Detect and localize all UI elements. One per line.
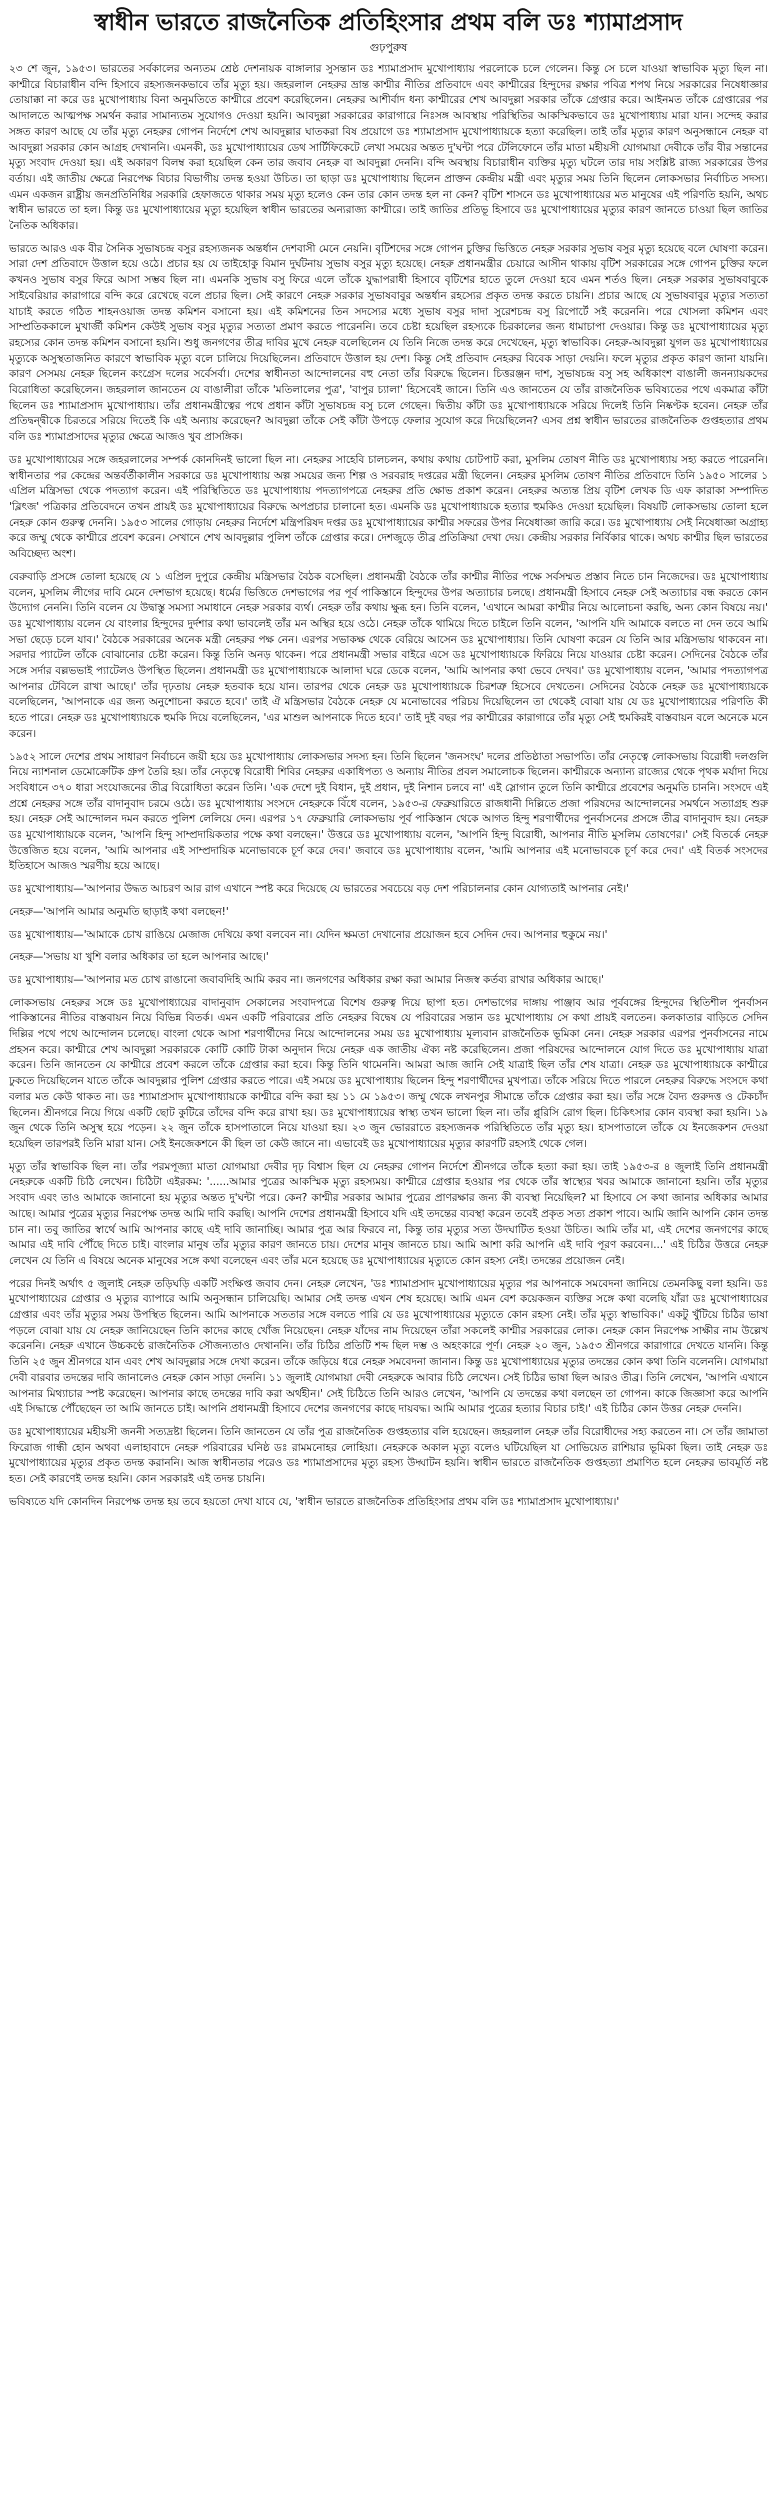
- article-author: গুঢ়পুরুষ: [369, 41, 408, 54]
- article-paragraph: ১৯৫২ সালে দেশের প্রথম সাধারণ নির্বাচনে জয়ী হয়ে ডঃ মুখোপাধ্যায় লোকসভার সদস্য হন। তিনি ছিলেন 'জনসংঘ' দলের প্রতিষ্ঠাতা সভাপতি। তাঁর নেতৃত্বে লোকসভায় বিরোধী দলগুলি নিয়ে ন্যাশনাল ডেমোক্রেটিক গ্রুপ তৈরি হয়। তাঁর নেতৃত্বে বিরোধী শিবির নেহরুর একাধিপত্য ও অন্যায় নীতির প্রবল সমালোচক ছিলেন। কাশ্মীরকে অন্যান্য রাজ্যের থেকে পৃথক মর্যাদা দিয়ে সংবিধানে ৩৭০ ধারা সংযোজনের তীব্র বিরোধিতা করেন তিনি। 'এক দেশে দুই বিধান, দুই প্রধান, দুই নিশান চলবে না' এই স্লোগান তুলে তিনি কাশ্মীরে প্রবেশের অনুমতি চাননি। সংসদে এই প্রশ্নে নেহরুর সঙ্গে তাঁর বাদানুবাদ চরমে ওঠে। ডঃ মুখোপাধ্যায় সংসদে নেহরুকে বিঁধে বলেন, ১৯৫৩-র ফেব্রুয়ারিতে রাজধানী দিল্লিতে প্রজা পরিষদের আন্দোলনের সমর্থনে সত্যাগ্রহ শুরু হয়। নেহরু সেই আন্দোলন দমন করতে পুলিশ লেলিয়ে দেন। এরপর ১৭ ফেব্রুয়ারি লোকসভায় পূর্ব পাকিস্তান থেকে আগত হিন্দু শরণার্থীদের পুনর্বাসনের প্রসঙ্গে তীব্র বাদানুবাদ হয়। নেহরু ডঃ মুখোপাধ্যায়কে বলেন, 'আপনি হিন্দু সাম্প্রদায়িকতার পক্ষে কথা বলছেন।' উত্তরে ডঃ মুখোপাধ্যায় বলেন, 'আপনি হিন্দু বিরোধী, আপনার নীতি মুসলিম তোষণের।' সেই বিতর্কে নেহরু উত্তেজিত হয়ে বলেন, 'আমি আপনার এই সাম্প্রদায়িক মনোভাবকে চূর্ণ করে দেব।' জবাবে ডঃ মুখোপাধ্যায় বলেন, 'আমি আপনার এই মনোভাবকে চূর্ণ করে দেব।' এই বিতর্ক সংসদের ইতিহাসে আজও স্মরণীয় হয়ে আছে।: [9, 750, 768, 873]
- dialogue-line: নেহরু—'আপনি আমার অনুমতি ছাড়াই কথা বলছেন!': [9, 905, 229, 918]
- article-paragraph: ভারতে আরও এক বীর সৈনিক সুভাষচন্দ্র বসুর রহস্যজনক অন্তর্ধান দেশবাসী মেনে নেয়নি। বৃটিশদের সঙ্গে গোপন চুক্তির ভিত্তিতে নেহরু সরকার সুভাষ বসুর মৃত্যু হয়েছে বলে ঘোষণা করেন। সারা দেশ প্রতিবাদে উত্তাল হয়ে ওঠে। প্রচার হয় যে তাইহোকু বিমান দুর্ঘটনায় সুভাষ বসুর মৃত্যু হয়েছে। নেহরু প্রধানমন্ত্রীর চেয়ারে আসীন থাকায় বৃটিশ সরকারের সঙ্গে গোপন চুক্তির ফলে কখনও সুভাষ বসুর ফিরে আসা সম্ভব ছিল না। এমনকি সুভাষ বসু ফিরে এলে তাঁকে যুদ্ধাপরাধী হিসাবে বৃটিশের হাতে তুলে দেওয়া হবে এমন শর্তও ছিল। নেহরু সরকার সুভাষবাবুকে সাইবেরিয়ার কারাগারে বন্দি করে রেখেছে বলে প্রচার ছিল। সেই কারণে নেহরু সরকার সুভাষবাবুর অন্তর্ধান রহস্যের প্রকৃত তদন্ত করতে চায়নি। প্রচার আছে যে সুভাষবাবুর মৃত্যুর সত্যতা যাচাই করতে গঠিত শাহনওয়াজ তদন্ত কমিশন বসানো হয়। এই কমিশনের তিন সদস্যের মধ্যে সুভাষ বসুর দাদা সুরেশচন্দ্র বসু রিপোর্টে সই করেননি। পরে খোসলা কমিশন এবং সাম্প্রতিককালে মুখার্জী কমিশন কেউই সুভাষ বসুর মৃত্যুর সত্যতা প্রমাণ করতে পারেননি। তবে চেষ্টা হয়েছিল রহস্যকে চিরকালের জন্য ধামাচাপা দেওয়ার। কিন্তু ডঃ মুখোপাধ্যায়ের মৃত্যু রহস্যের কোন তদন্ত কমিশন বসানো হয়নি। শুধু জনগণের তীব্র দাবির মুখে নেহরু বলেছিলেন যে তিনি নিজে তদন্ত করে দেখেছেন, মৃত্যু স্বাভাবিক। নেহরু-আবদুল্লা যুগল ডঃ মুখোপাধ্যায়ের মৃত্যুকে অসুস্থতাজনিত কারণে স্বাভাবিক মৃত্যু বলে চালিয়ে দিয়েছিলেন। প্রতিবাদে উত্তাল হয় দেশ। কিন্তু সেই প্রতিবাদ নেহরুর বিবেক সাড়া দেয়নি। ফলে মৃত্যুর প্রকৃত কারণ জানা যায়নি। কারণ সেসময় নেহরু ছিলেন কংগ্রেস দলের সর্বেসর্বা। দেশের স্বাধীনতা আন্দোলনের বহু নেতা তাঁর বিরুদ্ধে ছিলেন। চিত্তরঞ্জন দাশ, সুভাষচন্দ্র বসু সহ অধিকাংশ বাঙালী জনন্যায়কদের বিরোধিতা করেছিলেন। জহরলাল জানতেন যে বাঙালীরা তাঁকে 'মতিলালের পুত্র', 'বাপুর চ্যালা' হিসেবেই জানে। তিনি এও জানতেন যে তাঁর রাজনৈতিক ভবিষ্যতের পথে একমাত্র কাঁটা ছিলেন ডঃ শ্যামাপ্রসাদ মুখোপাধ্যায়। তাঁর প্রধানমন্ত্রীত্বের পথে প্রধান কাঁটা সুভাষচন্দ্র বসু চলে গেছেন। দ্বিতীয় কাঁটা ডঃ মুখোপাধ্যায়কে সরিয়ে দিলেই তিনি নিষ্কণ্টক হবেন। নেহরু তাঁর প্রতিদ্বন্দ্বীকে চিরতরে সরিয়ে দিতেই কি এই অন্যায় করেছেন? আবদুল্লা তাঁকে সেই কাঁটা উপড়ে ফেলার সুযোগ করে দিয়েছিলেন? এসব প্রশ্ন স্বাধীন ভারতের রাজনৈতিক গুপ্তহত্যার প্রথম বলি ডঃ শ্যামাপ্রসাদের মৃত্যুর ক্ষেত্রে আজও খুব প্রাসঙ্গিক।: [9, 242, 768, 444]
- article-paragraph: লোকসভায় নেহরুর সঙ্গে ডঃ মুখোপাধ্যায়ের বাদানুবাদ সেকালের সংবাদপত্রে বিশেষ গুরুত্ব দিয়ে ছাপা হত। দেশভাগের দাঙ্গায় পাঞ্জাব আর পূর্ববঙ্গের হিন্দুদের স্থিতিশীল পুনর্বাসন পাকিস্তানের নীতির বাস্তবায়ন নিয়ে বিভিন্ন বিতর্ক। এমন একটি পরিবারের প্রতি নেহরুর বিদ্বেষ যে পরিবারের সন্তান ডঃ মুখোপাধ্যায় সে কথা প্রায়ই বলতেন। কলকাতার বাড়িতে সেদিন দিল্লির পথে পথে আন্দোলন চলেছে। বাংলা থেকে আসা শরণার্থীদের নিয়ে আন্দোলনের সময় ডঃ মুখোপাধ্যায় মূল্যবান রাজনৈতিক ভূমিকা নেন। নেহরু সরকার এরপর পুনর্বাসনের নামে প্রহসন করে। কাশ্মীরে শেখ আবদুল্লা সরকারকে কোটি কোটি টাকা অনুদান দিয়ে নেহরু এক জাতীয় ঐক্য নষ্ট করেছিলেন। প্রজা পরিষদের আন্দোলনে যোগ দিতে ডঃ মুখোপাধ্যায় যাত্রা করেন। তিনি জানতেন যে কাশ্মীরে প্রবেশ করলে তাঁকে গ্রেপ্তার করা হবে। কিন্তু তিনি থামেননি। আমরা আজ জানি সেই যাত্রাই ছিল তাঁর শেষ যাত্রা। নেহরু ডঃ মুখোপাধ্যায়কে কাশ্মীরে ঢুকতে দিয়েছিলেন যাতে তাঁকে আবদুল্লার পুলিশ গ্রেপ্তার করতে পারে। এই সময়ে ডঃ মুখোপাধ্যায় ছিলেন হিন্দু শরণার্থীদের মুখপাত্র। তাঁকে সরিয়ে দিতে পারলে নেহরুর বিরুদ্ধে সংসদে কথা বলার মত কেউ থাকত না। ডঃ শ্যামাপ্রসাদ মুখোপাধ্যায়কে কাশ্মীরে বন্দি করা হয় ১১ মে ১৯৫৩। জম্মু থেকে লখনপুর সীমান্তে তাঁকে গ্রেপ্তার করা হয়। তাঁর সঙ্গে বৈদ্য গুরুদত্ত ও টেকচাঁদ ছিলেন। শ্রীনগরে নিয়ে গিয়ে একটি ছোট কুটিরে তাঁদের বন্দি করে রাখা হয়। ডঃ মুখোপাধ্যায়ের স্বাস্থ্য তখন ভালো ছিল না। তাঁর প্লুরিসি রোগ ছিল। চিকিৎসার কোন ব্যবস্থা করা হয়নি। ১৯ জুন থেকে তিনি অসুস্থ হয়ে পড়েন। ২২ জুন তাঁকে হাসপাতালে নিয়ে যাওয়া হয়। ২৩ জুন ভোররাতে রহস্যজনক পরিস্থিতিতে তাঁর মৃত্যু হয়। হাসপাতালে তাঁকে যে ইনজেকশন দেওয়া হয়েছিল তারপরই তিনি মারা যান। সেই ইনজেকশনে কী ছিল তা কেউ জানে না। এভাবেই ডঃ মুখোপাধ্যায়ের মৃত্যুর কারণটি রহস্যই থেকে গেল।: [9, 996, 768, 1150]
- article-title: স্বাধীন ভারতে রাজনৈতিক প্রতিহিংসার প্রথম বলি ডঃ শ্যামাপ্রসাদ: [94, 10, 683, 36]
- article-paragraph: বেরুবাড়ি প্রসঙ্গে তোলা হয়েছে যে ১ এপ্রিল দুপুরে কেন্দ্রীয় মন্ত্রিসভার বৈঠক বসেছিল। প্রধানমন্ত্রী বৈঠকে তাঁর কাশ্মীর নীতির পক্ষে সর্বসম্মত প্রস্তাব নিতে চান নিজেদের। ডঃ মুখোপাধ্যায় বলেন, মুসলিম লীগের দাবি মেনে দেশভাগ হয়েছে। ধর্মের ভিত্তিতে দেশভাগের পর পূর্ব পাকিস্তানে হিন্দুদের উপর অত্যাচার চলছে। প্রধানমন্ত্রী হিসাবে নেহরু সেই অত্যাচার বন্ধ করতে কোন উদ্যোগ নেননি। তিনি বলেন যে উদ্বাস্তু সমস্যা সমাধানে নেহরু সরকার ব্যর্থ। নেহরু তাঁর কথায় ক্ষুব্ধ হন। তিনি বলেন, 'এখানে আমরা কাশ্মীর নিয়ে আলোচনা করছি, অন্য কোন বিষয়ে নয়।' ডঃ মুখোপাধ্যায় বলেন যে বাংলার হিন্দুদের দুর্দশার কথা ভাবলেই তাঁর মন অস্থির হয়ে ওঠে। নেহরু তাঁকে থামিয়ে দিতে চাইলে তিনি বলেন, 'আপনি যদি আমাকে বলতে না দেন তবে আমি সভা ছেড়ে চলে যাব।' বৈঠকে সরকারের অনেক মন্ত্রী নেহরুর পক্ষ নেন। এরপর সভাকক্ষ থেকে বেরিয়ে আসেন ডঃ মুখোপাধ্যায়। তিনি ঘোষণা করেন যে তিনি আর মন্ত্রিসভায় থাকবেন না। সরদার প্যাটেল তাঁকে বোঝানোর চেষ্টা করেন। কিন্তু তিনি অনড় থাকেন। পরে প্রধানমন্ত্রী সভার বাইরে এসে ডঃ মুখোপাধ্যায়কে ফিরিয়ে নিয়ে যাওয়ার চেষ্টা করেন। সেদিনের বৈঠকে তাঁর সঙ্গে সর্দার বল্লভভাই প্যাটেলও উপস্থিত ছিলেন। প্রধানমন্ত্রী ডঃ মুখোপাধ্যায়কে আলাদা ঘরে ডেকে বলেন, 'আমি আপনার কথা ভেবে দেখব।' ডঃ মুখোপাধ্যায় বলেন, 'আমার পদত্যাগপত্র আপনার টেবিলে রাখা আছে।' তাঁর দৃঢ়তায় নেহরু হতবাক হয়ে যান। তারপর থেকে নেহরু ডঃ মুখোপাধ্যায়কে চিরশত্রু হিসেবে দেখতেন। সেদিনের বৈঠকে নেহরু ডঃ মুখোপাধ্যায়কে বলেছিলেন, 'আপনাকে এর জন্য অনুশোচনা করতে হবে।' তাই ঐ মন্ত্রিসভার বৈঠকে নেহরু যে মনোভাবের পরিচয় দিয়েছিলেন তা থেকেই বোঝা যায় যে ডঃ মুখোপাধ্যায়ের পরিণতি কী হতে পারে। নেহরু ডঃ মুখোপাধ্যায়কে হুমকি দিয়ে বলেছিলেন, 'এর মাশুল আপনাকে দিতে হবে।' তাই দুই বছর পর কাশ্মীরের কারাগারে তাঁর মৃত্যু সেই হুমকিরই বাস্তবায়ন বলে অনেকে মনে করেন।: [9, 570, 768, 740]
- article-paragraph: পরের দিনই অর্থাৎ ৫ জুলাই নেহরু তড়িঘড়ি একটি সংক্ষিপ্ত জবাব দেন। নেহরু লেখেন, 'ডঃ শ্যামাপ্রসাদ মুখোপাধ্যায়ের মৃত্যুর পর আপনাকে সমবেদনা জানিয়ে তেমনকিছু বলা হয়নি। ডঃ মুখোপাধ্যায়ের গ্রেপ্তার ও মৃত্যুর ব্যাপারে আমি অনুসন্ধান চালিয়েছি। আমার সেই তদন্ত এখন শেষ হয়েছে। আমি এমন বেশ কয়েকজন ব্যক্তির সঙ্গে কথা বলেছি যাঁরা ডঃ মুখোপাধ্যায়ের গ্রেপ্তার এবং তাঁর মৃত্যুর সময় উপস্থিত ছিলেন। আমি আপনাকে সততার সঙ্গে বলতে পারি যে ডঃ মুখোপাধ্যায়ের মৃত্যুতে কোন রহস্য নেই। তাঁর মৃত্যু স্বাভাবিক।' একটু খুঁটিয়ে চিঠির ভাষা পড়লে বোঝা যায় যে নেহরু জানিয়েছেন তিনি কাদের কাছে খোঁজ নিয়েছেন। নেহরু যাঁদের নাম দিয়েছেন তাঁরা সকলেই কাশ্মীর সরকারের লোক। নেহরু কোন নিরপেক্ষ সাক্ষীর নাম উল্লেখ করেননি। নেহরু এখানে উচ্চকণ্ঠে রাজনৈতিক সৌজন্যতাও দেখাননি। তাঁর চিঠির প্রতিটি শব্দ ছিল দম্ভ ও অহংকারে পূর্ণ। নেহরু ২০ জুন, ১৯৫৩ শ্রীনগরে কারাগারে দেখতে যাননি। কিন্তু তিনি ২৫ জুন শ্রীনগরে যান এবং শেখ আবদুল্লার সঙ্গে দেখা করেন। তাঁকে জড়িয়ে ধরে নেহরু সমবেদনা জানান। কিন্তু ডঃ মুখোপাধ্যায়ের মৃত্যুর তদন্তের কোন কথা তিনি বলেননি। যোগমায়া দেবী বারবার তদন্তের দাবি জানালেও নেহরু কোন সাড়া দেননি। ১১ জুলাই যোগমায়া দেবী নেহরুকে আবার চিঠি লেখেন। সেই চিঠির ভাষা ছিল আরও তীব্র। তিনি লেখেন, 'আপনি এখানে আপনার মিথ্যাচার স্পষ্ট করেছেন। আপনার কাছে তদন্তের দাবি করা অর্থহীন।' সেই চিঠিতে তিনি আরও লেখেন, 'আপনি যে তদন্তের কথা বলছেন তা গোপন। কাকে জিজ্ঞাসা করে আপনি এই সিদ্ধান্তে পৌঁছেছেন তা আমি জানতে চাই। আপনি প্রধানমন্ত্রী হিসাবে দেশের জনগণের কাছে দায়বদ্ধ। আমি আমার পুত্রের হত্যার বিচার চাই।' এই চিঠির কোন উত্তর নেহরু দেননি।: [9, 1277, 768, 1416]
- dialogue-line: ডঃ মুখোপাধ্যায়—'আপনার উদ্ধত আচরণ আর রাগ এখানে স্পষ্ট করে দিয়েছে যে ভারতের সবচেয়ে বড় দেশ পরিচালনার কোন যোগ্যতাই আপনার নেই।': [9, 883, 629, 896]
- article-paragraph: ডঃ মুখোপাধ্যায়ের সঙ্গে জহরলালের সম্পর্ক কোনদিনই ভালো ছিল না। নেহরুর সাহেবি চালচলন, কথায় কথায় চোটপাট করা, মুসলিম তোষণ নীতি ডঃ মুখোপাধ্যায় সহ্য করতে পারেননি। স্বাধীনতার পর কেন্দ্রের অন্তর্বর্তীকালীন সরকারে ডঃ মুখোপাধ্যায় অল্প সময়ের জন্য শিল্প ও সরবরাহ দপ্তরের মন্ত্রী ছিলেন। নেহরুর মুসলিম তোষণ নীতির প্রতিবাদে তিনি ১৯৫০ সালের ১ এপ্রিল মন্ত্রিসভা থেকে পদত্যাগ করেন। এই পরিস্থিতিতে ডঃ মুখোপাধ্যায় পদত্যাগপত্রে নেহরুর প্রতি ক্ষোভ প্রকাশ করেন। নেহরুর অত্যন্ত প্রিয় বৃটিশ লেখক ডি এফ কারাকা সম্পাদিত 'ব্লিৎজ' পত্রিকার প্রতিবেদনে তখন প্রায়ই ডঃ মুখোপাধ্যায়ের বিরুদ্ধে অপপ্রচার চালানো হত। এমনকি ডঃ মুখোপাধ্যায়কে হত্যার হুমকিও দেওয়া হয়েছিল। বিষয়টি লোকসভায় তোলা হলে নেহরু কোন গুরুত্ব দেননি। ১৯৫৩ সালের গোড়ায় নেহরুর নির্দেশে মন্ত্রিপরিষদ দপ্তর ডঃ মুখোপাধ্যায়ের কাশ্মীর সফরের উপর নিষেধাজ্ঞা জারি করে। ডঃ মুখোপাধ্যায় সেই নিষেধাজ্ঞা অগ্রাহ্য করে জম্মু থেকে কাশ্মীরে প্রবেশ করেন। সেখানে শেখ আবদুল্লার পুলিশ তাঁকে গ্রেপ্তার করে। দেশজুড়ে তীব্র প্রতিক্রিয়া দেখা দেয়। কেন্দ্রীয় সরকার নির্বিকার থাকে। অথচ কাশ্মীর ছিল ভারতের অবিচ্ছেদ্য অংশ।: [9, 453, 768, 561]
- article-paragraph: ২৩ শে জুন, ১৯৫৩। ভারতের সর্বকালের অন্যতম শ্রেষ্ঠ দেশনায়ক বাঙ্গালার সুসন্তান ডঃ শ্যামাপ্রসাদ মুখোপাধ্যায় পরলোকে চলে গেলেন। কিন্তু সে চলে যাওয়া স্বাভাবিক মৃত্যু ছিল না। কাশ্মীরে বিচারাধীন বন্দি হিসাবে রহস্যজনকভাবে তাঁর মৃত্যু হয়। জহরলাল নেহরুর ভ্রান্ত কাশ্মীর নীতির প্রতিবাদে এবং কাশ্মীরের হিন্দুদের রক্ষার পবিত্র শপথ নিয়ে সরকারের নিষেধাজ্ঞার তোয়াক্কা না করে ডঃ মুখোপাধ্যায় বিনা অনুমতিতে কাশ্মীরে প্রবেশ করেছিলেন। নেহরুর আশীর্বাদ ধন্য কাশ্মীরের শেখ আবদুল্লা সরকার তাঁকে গ্রেপ্তার করে। আইনমত তাঁকে গ্রেপ্তারের পর আদালতে আত্মপক্ষ সমর্থন করার সামান্যতম সুযোগও দেওয়া হয়নি। আবদুল্লা সরকারের কারাগারে নিঃসঙ্গ আবস্থায় পরিস্থিতির আকস্মিকভাবে ডঃ মুখোপাধ্যায় মারা যান। সন্দেহ করার সঙ্গত কারণ আছে যে তাঁর মৃত্যু নেহরুর গোপন নির্দেশে শেখ আবদুল্লার ঘাতকরা বিষ প্রয়োগে ডঃ শ্যামাপ্রসাদ মুখোপাধ্যায়কে হত্যা করেছিল। তাই তাঁর মৃত্যুর কারণ অনুসন্ধানে নেহরু বা আবদুল্লা সরকার কোন আগ্রহ দেখাননি। এমনকী, ডঃ মুখোপাধ্যায়ের ডেথ সার্টিফিকেটে লেখা সময়ের অন্তত দু'ঘন্টা পরে টেলিফোনে তাঁর মাতা মহীয়সী যোগমায়া দেবীকে তাঁর বীর সন্তানের মৃত্যু সংবাদ দেওয়া হয়। এই অকারণ বিলম্ব করা হয়েছিল কেন তার জবাব নেহরু বা আবদুল্লা দেননি। বন্দি অবস্থায় বিচারাধীন ব্যক্তির মৃত্যু ঘটলে তার দায় সংশ্লিষ্ট রাজ্য সরকারের উপর বর্তায়। এই জাতীয় ক্ষেত্রে নিরপেক্ষ বিচার বিভাগীয় তদন্ত হওয়া উচিত। তা ছাড়া ডঃ মুখোপাধ্যায় ছিলেন প্রাক্তন কেন্দ্রীয় মন্ত্রী এবং মৃত্যুর সময় তিনি ছিলেন লোকসভার নির্বাচিত সদস্য। এমন একজন রাষ্ট্রীয় জনপ্রতিনিধির সরকারি হেফাজতে থাকার সময় মৃত্যু হলেও কেন তার কোন তদন্ত হল না কেন? বৃটিশ শাসনে ডঃ মুখোপাধ্যায়ের মত মানুষের এই পরিণতি হয়নি, অথচ স্বাধীন ভারতে তা হল। কিন্তু ডঃ মুখোপাধ্যায়ের মৃত্যু হয়েছিল স্বাধীন ভারতের অন্যরাজ্য কাশ্মীরে। তাই জাতির প্রতিভূ হিসাবে ডঃ মুখোপাধ্যায়ের মৃত্যুর কারণ জানতে চাওয়া ছিল জাতির নৈতিক অধিকার।: [9, 63, 768, 233]
- article-paragraph: ডঃ মুখোপাধ্যায়ের মহীয়সী জননী সত্যদ্রষ্টা ছিলেন। তিনি জানতেন যে তাঁর পুত্র রাজনৈতিক গুপ্তহত্যার বলি হয়েছেন। জহরলাল নেহরু তাঁর বিরোধীদের সহ্য করতেন না। সে তাঁর জামাতা ফিরোজ গান্ধী হোন অথবা এলাহাবাদে নেহরু পরিবারের ঘনিষ্ঠ ডঃ রামমনোহর লোহিয়া। নেহরুকে অকাল মৃত্যু বলেও ঘটিয়েছিল যা সোভিয়েত রাশিয়ার ভূমিকা ছিল। তাই নেহরু ডঃ মুখোপাধ্যায়ের মৃত্যুর প্রকৃত তদন্ত করাননি। আজ স্বাধীনতার পরেও ডঃ শ্যামাপ্রসাদের মৃত্যু রহস্য উদ্ঘাটন হয়নি। স্বাধীন ভারতে রাজনৈতিক গুপ্তহত্যা প্রমাণিত হলে নেহরুর ভাবমূর্তি নষ্ট হত। সেই কারণেই তদন্ত হয়নি। কোন সরকারই এই তদন্ত চায়নি।: [9, 1425, 768, 1486]
- article-paragraph: ভবিষ্যতে যদি কোনদিন নিরপেক্ষ তদন্ত হয় তবে হয়তো দেখা যাবে যে, 'স্বাধীন ভারতে রাজনৈতিক প্রতিহিংসার প্রথম বলি ডঃ শ্যামাপ্রসাদ মুখোপাধ্যায়।': [9, 1495, 620, 1508]
- dialogue-line: ডঃ মুখোপাধ্যায়—'আপনার মত চোখ রাঙানো জবাবদিহি আমি করব না। জনগণের অধিকার রক্ষা করা আমার নিজস্ব কর্তব্য রাখার অধিকার আছে।': [9, 973, 605, 986]
- article-paragraph: মৃত্যু তাঁর স্বাভাবিক ছিল না। তাঁর পরমপূজ্যা মাতা যোগমায়া দেবীর দৃঢ় বিশ্বাস ছিল যে নেহরুর গোপন নির্দেশে শ্রীনগরে তাঁকে হত্যা করা হয়। তাই ১৯৫৩-র ৪ জুলাই তিনি প্রধানমন্ত্রী নেহরুকে একটি চিঠি লেখেন। চিঠিটা এইরকম: '......আমার পুত্রের আকস্মিক মৃত্যু রহস্যময়। কাশ্মীরে গ্রেপ্তার হওয়ার পর থেকে তাঁর স্বাস্থ্যের খবর আমাকে জানানো হয়নি। তাঁর মৃত্যুর সংবাদ এবং তাও আমাকে জানানো হয় মৃত্যুর অন্তত দু'ঘন্টা পরে। কেন? কাশ্মীর সরকার আমার পুত্রের প্রাণরক্ষার জন্য কী ব্যবস্থা নিয়েছিল? মা হিসাবে সে কথা জানার অধিকার আমার আছে। আমার পুত্রের মৃত্যুর নিরপেক্ষ তদন্ত আমি দাবি করছি। আপনি দেশের প্রধানমন্ত্রী হিসাবে যদি এই তদন্তের ব্যবস্থা করেন তবেই প্রকৃত সত্য প্রকাশ পাবে। আমি জানি আপনি কোন তদন্ত চান না। তবু জাতির স্বার্থে আমি আপনার কাছে এই দাবি জানাচ্ছি। আমার পুত্র আর ফিরবে না, কিন্তু তার মৃত্যুর সত্য উদঘাটিত হওয়া উচিত। আমি তাঁর মা, এই দেশের জনগণের কাছে আমার এই দাবি পৌঁছে দিতে চাই। বাংলার মানুষ তাঁর মৃত্যুর কারণ জানতে চায়। দেশের মানুষ জানতে চায়। আমি আশা করি আপনি এই দাবি পূরণ করবেন।...' এই চিঠির উত্তরে নেহরু লেখেন যে তিনি এ বিষয়ে অনেক মানুষের সঙ্গে কথা বলেছেন এবং তাঁর মনে হয়েছে ডঃ মুখোপাধ্যায়ের মৃত্যুতে কোন রহস্য নেই। তদন্তের প্রয়োজন নেই।: [9, 1160, 768, 1267]
- dialogue-line: ডঃ মুখোপাধ্যায়—'আমাকে চোখ রাঙিয়ে মেজাজ দেখিয়ে কথা বলবেন না। যেদিন ক্ষমতা দেখানোর প্রয়োজন হবে সেদিন দেব। আপনার হুকুমে নয়।': [9, 928, 608, 941]
- dialogue-line: নেহরু—'সভায় যা খুশি বলার অধিকার তা হলে আপনার আছে।': [9, 951, 269, 964]
